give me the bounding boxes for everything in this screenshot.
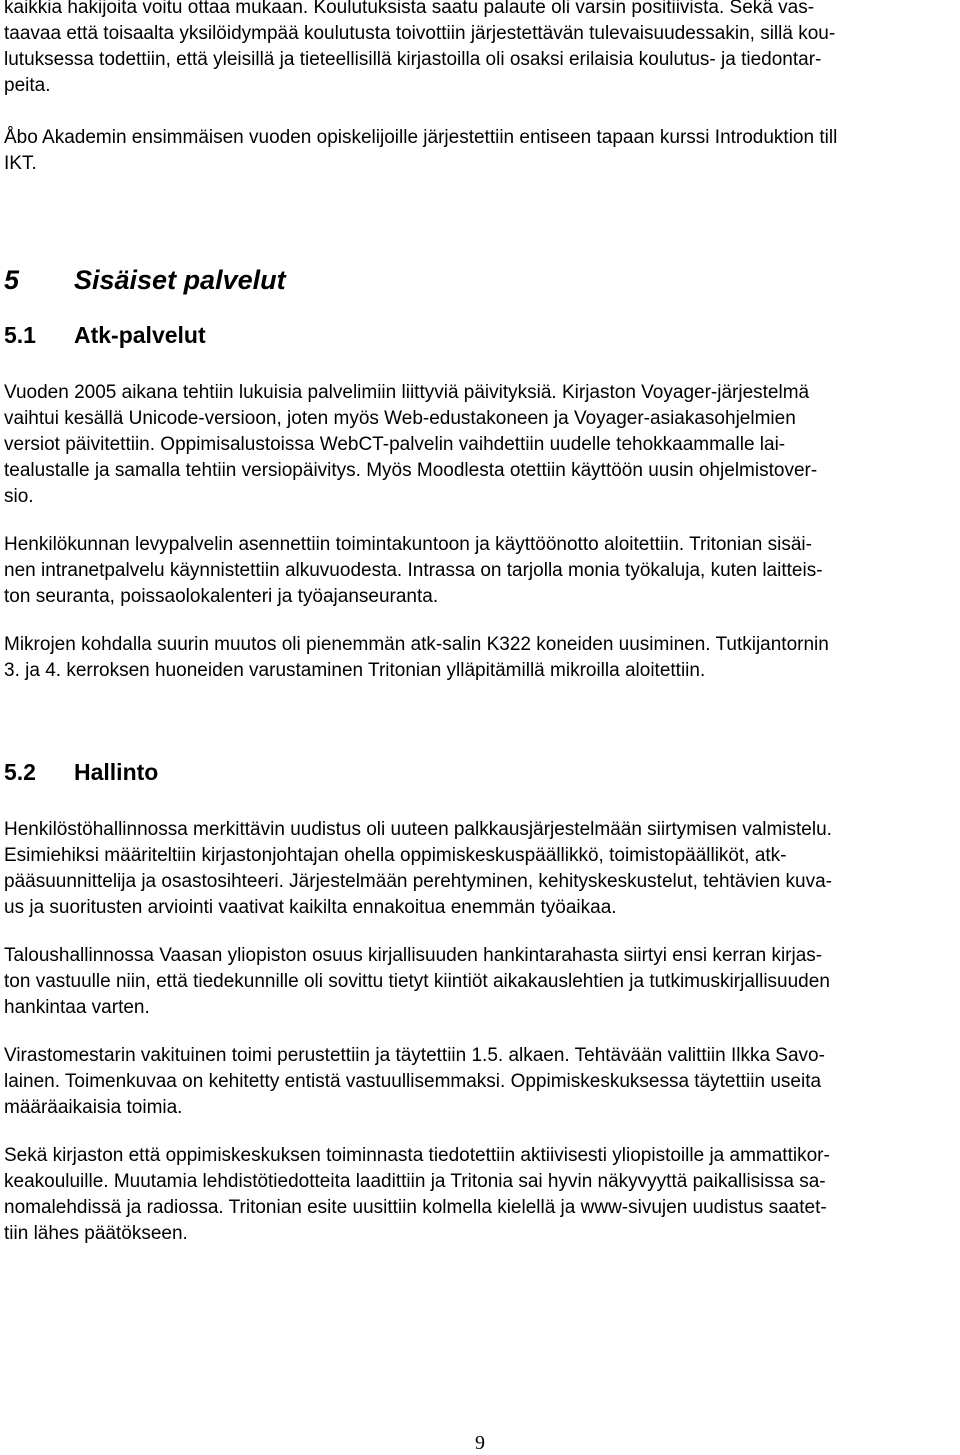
hallinto-paragraph-line: nomalehdissä ja radiossa. Tritonian esite uusittiin kolmella kielellä ja www-sivujen uudistus saatet- [4,1197,827,1218]
atk-paragraph-line: Vuoden 2005 aikana tehtiin lukuisia palvelimiin liittyviä päivityksiä. Kirjaston Voyager-järjestelmä [4,382,810,403]
hallinto-paragraph-line: määräaikaisia toimia. [4,1097,183,1118]
section-5-2-heading [4,757,158,787]
atk-paragraph-line: tealustalle ja samalla tehtiin versiopäivitys. Myös Moodlesta otettiin käyttöön uusin ohjelmistover- [4,460,818,481]
page-number: 9 [475,1432,485,1454]
intro-line: lutuksessa todettiin, että yleisillä ja tieteellisillä kirjastoilla oli osaksi erilaisia koulutus- ja tiedontar- [4,49,822,70]
intro-line: taavaa että toisaalta yksilöidympää koulutusta toivottiin järjestettävän tulevaisuudessakin, sillä kou- [4,23,836,44]
atk-paragraph-line: sio. [4,486,34,507]
section-5-number: 5 [4,265,20,295]
hallinto-paragraph-line: Henkilöstöhallinnossa merkittävin uudistus oli uuteen palkkausjärjestelmään siirtymisen valmistelu. [4,819,832,840]
section-5-1-number: 5.1 [4,322,36,348]
intro-line: peita. [4,75,51,96]
atk-paragraph-line: nen intranetpalvelu käynnistettiin alkuvuodesta. Intrassa on tarjolla monia työkaluja, kuten laitteis- [4,560,823,581]
hallinto-paragraph-line: hankintaa varten. [4,997,150,1018]
section-5-2-title: Hallinto [74,759,159,785]
hallinto-paragraph-line: Esimiehiksi määriteltiin kirjastonjohtajan ohella oppimiskeskuspäällikkö, toimistopäälliköt, atk- [4,845,787,866]
hallinto-paragraph-line: ton vastuulle niin, että tiedekunnille oli sovittu tietyt kiintiöt aikakauslehtien ja tutkimuskirjallisuuden [4,971,830,992]
section-5-1-heading [4,320,206,350]
abo-line: IKT. [4,153,37,174]
section-5-1-title: Atk-palvelut [74,322,206,348]
hallinto-paragraph-line: tiin lähes päätökseen. [4,1223,188,1244]
section-5-title: Sisäiset palvelut [74,265,286,295]
atk-paragraph-line: ton seuranta, poissaolokalenteri ja työajanseuranta. [4,586,439,607]
hallinto-paragraph-line: pääsuunnittelija ja osastosihteeri. Järjestelmään perehtyminen, kehityskeskustelut, tehtävien kuva- [4,871,833,892]
hallinto-paragraph-line: Taloushallinnossa Vaasan yliopiston osuus kirjallisuuden hankintarahasta siirtyi ensi kerran kirjas- [4,945,823,966]
hallinto-paragraph-line: Sekä kirjaston että oppimiskeskuksen toiminnasta tiedotettiin aktiivisesti yliopistoille ja ammattikor- [4,1145,830,1166]
hallinto-paragraph-line: lainen. Toimenkuvaa on kehitetty entistä vastuullisemmaksi. Oppimiskeskuksessa täytettiin useita [4,1071,822,1092]
hallinto-paragraph-line: Virastomestarin vakituinen toimi perustettiin ja täytettiin 1.5. alkaen. Tehtävään valittiin Ilkka Savo- [4,1045,825,1066]
atk-paragraph-line: Mikrojen kohdalla suurin muutos oli pienemmän atk-salin K322 koneiden uusiminen. Tutkijantornin [4,634,829,655]
hallinto-paragraph-line: us ja suoritusten arviointi vaativat kaikilta ennakoitua enemmän työaikaa. [4,897,617,918]
atk-paragraph-line: vaihtui kesällä Unicode-versioon, joten myös Web-edustakoneen ja Voyager-asiakasohjelmien [4,408,796,429]
hallinto-paragraph-line: keakouluille. Muutamia lehdistötiedotteita laadittiin ja Tritonia sai hyvin näkyvyyttä paikallisissa sa- [4,1171,826,1192]
section-5-2-number: 5.2 [4,759,36,785]
atk-paragraph-line: 3. ja 4. kerroksen huoneiden varustaminen Tritonian ylläpitämillä mikroilla aloitettiin. [4,660,706,681]
atk-paragraph-line: Henkilökunnan levypalvelin asennettiin toimintakuntoon ja käyttöönotto aloitettiin. Tritonian sisäi- [4,534,812,555]
abo-line: Åbo Akademin ensimmäisen vuoden opiskelijoille järjestettiin entiseen tapaan kurssi Introduktion till [4,127,838,148]
atk-paragraph-line: versiot päivitettiin. Oppimisalustoissa WebCT-palvelin vaihdettiin uudelle tehokkaammalle lai- [4,434,786,455]
section-5-heading [4,263,286,297]
intro-line: kaikkia hakijoita voitu ottaa mukaan. Koulutuksista saatu palaute oli varsin positiivista. Sekä vas- [4,0,815,18]
